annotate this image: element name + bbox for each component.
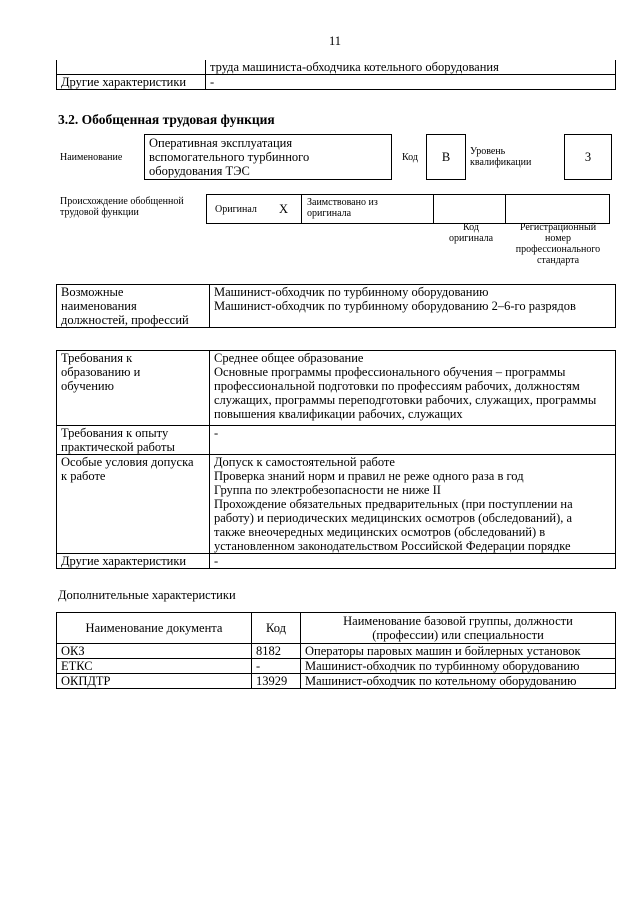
text-line: вспомогательного турбинного <box>149 150 310 164</box>
divider <box>433 195 434 223</box>
text-line: - <box>214 554 219 568</box>
text-line: номер <box>545 233 571 244</box>
table-cell: 8182 <box>252 644 301 659</box>
table-row <box>57 644 616 659</box>
text-line: Основные программы профессионального обучения – программы <box>214 365 566 379</box>
text-line: практической работы <box>61 440 175 454</box>
table-cell: - <box>252 659 301 674</box>
positions-table <box>56 284 616 328</box>
table-cell: - <box>206 75 616 90</box>
table-cell: Другие характеристики <box>57 75 206 90</box>
text-line: Возможные <box>61 285 124 299</box>
table-header-row <box>57 613 616 644</box>
text-line: Группа по электробезопасности не ниже II <box>214 483 441 497</box>
table-cell <box>57 351 210 426</box>
text-line: (профессии) или специальности <box>372 628 544 642</box>
additional-table <box>56 612 616 689</box>
table-row <box>57 674 616 689</box>
text-line: Код <box>463 222 479 233</box>
text-line: оригинала <box>307 208 352 219</box>
table-cell <box>57 455 210 554</box>
text-line: оригинала <box>448 233 494 244</box>
text-line: Требования к <box>61 351 133 365</box>
divider <box>505 195 506 223</box>
text-line: работу) и периодических медицинских осмотров (обследований), а <box>214 511 573 525</box>
text-line: Происхождение обобщенной <box>60 196 184 207</box>
origin-box <box>206 194 610 224</box>
table-row <box>57 351 616 426</box>
table-header: Наименование документа <box>57 613 252 644</box>
text-line: Особые условия допуска <box>61 455 194 469</box>
text-line: Допуск к самостоятельной работе <box>214 455 395 469</box>
qualification-level-value: 3 <box>564 134 612 180</box>
requirements-table <box>56 350 616 569</box>
table-cell: Операторы паровых машин и бойлерных установок <box>301 644 616 659</box>
table-row <box>57 426 616 455</box>
text-line: Оперативная эксплуатация <box>149 136 293 150</box>
text-line: должностей, профессий <box>61 313 189 327</box>
table-row <box>57 60 616 75</box>
text-line: обучению <box>61 379 114 393</box>
text-line: служащих, программы переподготовки рабочих, служащих, программы <box>214 393 597 407</box>
table-row <box>57 659 616 674</box>
text-line: повышения квалификации рабочих, служащих <box>214 407 463 421</box>
text-line: Машинист-обходчик по турбинному оборудованию <box>214 285 489 299</box>
code-label: Код <box>402 152 418 163</box>
table-row <box>57 285 616 328</box>
qualification-level-label <box>470 146 531 168</box>
text-line: Наименование базовой группы, должности <box>343 614 573 628</box>
text-line: установленном законодательством Российской Федерации порядке <box>214 539 571 553</box>
table-cell: Машинист-обходчик по котельному оборудованию <box>301 674 616 689</box>
text-line: к работе <box>61 469 106 483</box>
text-line: трудовой функции <box>60 207 139 218</box>
code-value-box: B <box>426 134 466 180</box>
table-row <box>57 75 616 90</box>
text-line: - <box>214 426 219 440</box>
text-line: профессионального <box>515 244 601 255</box>
text-line: Проверка знаний норм и правил не реже одного раза в год <box>214 469 524 483</box>
text-line: Регистрационный <box>519 222 597 233</box>
text-line: наименования <box>61 299 137 313</box>
table-cell: 13929 <box>252 674 301 689</box>
text-line: профессиональной подготовки по профессиям рабочих, должностям <box>214 379 580 393</box>
table-cell <box>210 455 616 554</box>
text-line: квалификации <box>470 157 532 168</box>
text-line: стандарта <box>536 255 580 266</box>
code-original-caption <box>434 222 508 244</box>
table-cell: ЕТКС <box>57 659 252 674</box>
text-line: Другие характеристики <box>61 554 187 568</box>
reg-number-caption <box>508 222 608 266</box>
table-cell <box>210 554 616 569</box>
divider <box>301 195 302 223</box>
text-line: также внеочередных медицинских осмотров (обследований) в <box>214 525 546 539</box>
table-row <box>57 554 616 569</box>
original-mark: X <box>279 202 289 216</box>
table-cell: ОКЗ <box>57 644 252 659</box>
table-cell <box>210 426 616 455</box>
top-continuation-table <box>56 60 616 90</box>
table-header <box>301 613 616 644</box>
text-line: Заимствовано из <box>307 197 378 208</box>
original-label: Оригинал <box>215 204 257 215</box>
table-cell <box>210 351 616 426</box>
table-cell <box>57 554 210 569</box>
origin-label <box>60 196 184 218</box>
table-cell <box>57 60 206 75</box>
name-label: Наименование <box>60 152 123 163</box>
table-cell: труда машиниста-обходчика котельного оборудования <box>206 60 616 75</box>
borrowed-label <box>307 197 378 219</box>
table-header: Код <box>252 613 301 644</box>
text-line: Прохождение обязательных предварительных (при поступлении на <box>214 497 573 511</box>
text-line: образованию и <box>61 365 141 379</box>
table-cell <box>57 285 210 328</box>
additional-title: Дополнительные характеристики <box>58 588 236 602</box>
text-line: оборудования ТЭС <box>149 164 250 178</box>
table-cell: ОКПДТР <box>57 674 252 689</box>
text-line: Машинист-обходчик по турбинному оборудованию 2–6-го разрядов <box>214 299 576 313</box>
text-line: Требования к опыту <box>61 426 169 440</box>
table-cell <box>57 426 210 455</box>
table-cell <box>210 285 616 328</box>
text-line: Среднее общее образование <box>214 351 364 365</box>
section-title: 3.2. Обобщенная трудовая функция <box>58 112 275 127</box>
table-cell: Машинист-обходчик по турбинному оборудованию <box>301 659 616 674</box>
function-name-box <box>144 134 392 180</box>
table-row <box>57 455 616 554</box>
text-line: Уровень <box>470 146 506 157</box>
page-number: 11 <box>328 34 342 48</box>
